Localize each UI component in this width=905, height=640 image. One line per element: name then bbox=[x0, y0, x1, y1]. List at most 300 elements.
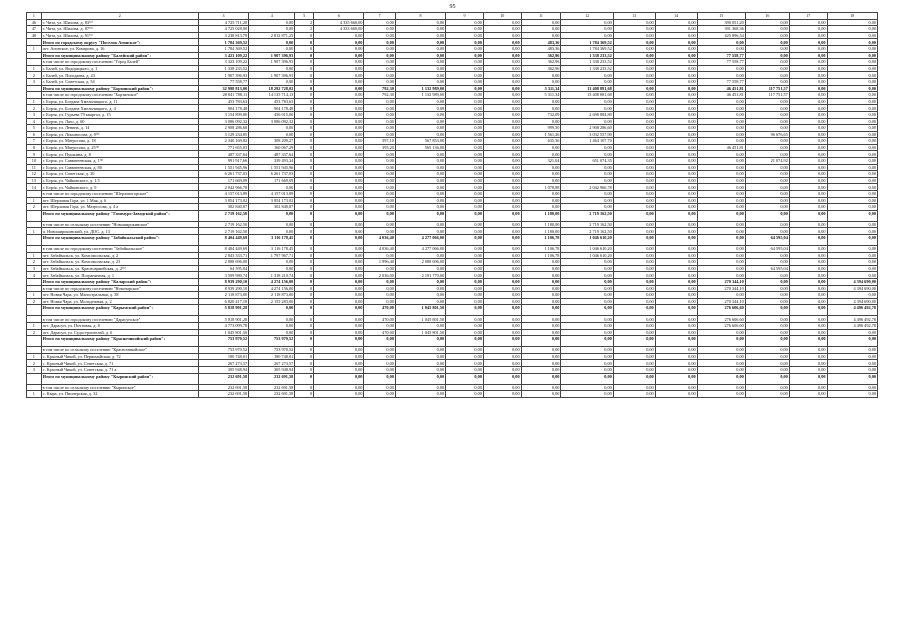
value-cell: 3 423 109,22 bbox=[198, 52, 248, 59]
value-cell: 0,00 bbox=[613, 347, 655, 354]
address-cell: в том числе по городскому поселению "Новочарское" bbox=[41, 285, 198, 292]
value-cell: 0,00 bbox=[364, 384, 395, 391]
value-cell: 0,00 bbox=[521, 373, 561, 384]
value-cell: 2 088 696,00 bbox=[395, 259, 445, 266]
value-cell: 0,00 bbox=[745, 316, 789, 323]
value-cell: 0,00 bbox=[483, 246, 521, 253]
value-cell: 0,00 bbox=[613, 65, 655, 72]
value-cell: 0 bbox=[295, 191, 314, 198]
value-cell: 0,00 bbox=[314, 292, 364, 299]
value-cell: 0 bbox=[295, 78, 314, 85]
value-cell: 0,00 bbox=[483, 125, 521, 132]
value-cell: 1 996,40 bbox=[364, 259, 395, 266]
value-cell: 0,00 bbox=[745, 32, 789, 39]
row-number-cell: 1 bbox=[27, 65, 42, 72]
value-cell: 0,00 bbox=[789, 259, 827, 266]
address-cell: Итого по муниципальному району "Забайкальский район": bbox=[41, 235, 198, 246]
value-cell: 0,00 bbox=[745, 191, 789, 198]
value-cell: 1 338 233,52 bbox=[198, 65, 248, 72]
value-cell: 0,00 bbox=[314, 39, 364, 46]
value-cell: 0,00 bbox=[827, 105, 877, 112]
value-cell: 0,00 bbox=[745, 197, 789, 204]
address-cell: г. Балей, ул. Советская, д. 54 bbox=[41, 78, 198, 85]
value-cell: 0,00 bbox=[483, 151, 521, 158]
value-cell: 305 948,94 bbox=[198, 366, 248, 373]
row-number-cell bbox=[27, 59, 42, 66]
value-cell: 0,00 bbox=[697, 384, 745, 391]
value-cell: 0,00 bbox=[314, 336, 364, 347]
value-cell: 0,00 bbox=[697, 65, 745, 72]
value-cell: 0,00 bbox=[655, 184, 697, 191]
value-cell: 0,00 bbox=[745, 204, 789, 211]
value-cell: 2 719 162,50 bbox=[198, 228, 248, 235]
value-cell: 0,00 bbox=[446, 210, 484, 221]
value-cell: 0,00 bbox=[789, 98, 827, 105]
column-number-cell: 2 bbox=[41, 13, 198, 20]
value-cell: 0,00 bbox=[364, 19, 395, 26]
table-row bbox=[27, 322, 878, 329]
value-cell: 0,00 bbox=[789, 32, 827, 39]
value-cell: 0,00 bbox=[521, 164, 561, 171]
value-cell: 0,00 bbox=[697, 191, 745, 198]
value-cell: 0,00 bbox=[655, 278, 697, 285]
value-cell: 0,00 bbox=[561, 171, 613, 178]
value-cell: 2 bbox=[295, 26, 314, 33]
value-cell: 0,00 bbox=[483, 353, 521, 360]
address-cell: г. Борзя, ул. Ленина, д. 14 bbox=[41, 125, 198, 132]
page-number: 95 bbox=[449, 4, 456, 10]
value-cell: 46 451,81 bbox=[697, 92, 745, 99]
value-cell: 0 bbox=[295, 164, 314, 171]
value-cell: 0,00 bbox=[446, 177, 484, 184]
value-cell: 0,00 bbox=[561, 360, 613, 367]
value-cell: 0,00 bbox=[314, 360, 364, 367]
value-cell: 0,00 bbox=[613, 353, 655, 360]
value-cell: 0,00 bbox=[364, 184, 395, 191]
value-cell: 0,00 bbox=[249, 329, 295, 336]
value-cell: 0,00 bbox=[655, 360, 697, 367]
value-cell: 0,00 bbox=[395, 111, 445, 118]
address-cell: г. Чита, ул. Шилова, д. 91⁽⁹⁾ bbox=[41, 32, 198, 39]
value-cell: 1 046 610,20 bbox=[561, 252, 613, 259]
row-number-cell: 1 bbox=[27, 292, 42, 299]
row-number-cell: 2 bbox=[27, 259, 42, 266]
table-row bbox=[27, 228, 878, 235]
value-cell: 0,00 bbox=[249, 184, 295, 191]
value-cell: 1 045 801,50 bbox=[395, 305, 445, 316]
value-cell: 0,00 bbox=[561, 316, 613, 323]
value-cell: 13 408 881,68 bbox=[561, 92, 613, 99]
address-cell: Итого по муниципальному району "Газимуро-Заводский район": bbox=[41, 210, 198, 221]
value-cell: 0,00 bbox=[446, 72, 484, 79]
value-cell: 0,00 bbox=[483, 164, 521, 171]
value-cell: 0,00 bbox=[483, 118, 521, 125]
value-cell: 1 106,78 bbox=[521, 252, 561, 259]
value-cell: 0,00 bbox=[789, 85, 827, 92]
value-cell: 0,00 bbox=[827, 98, 877, 105]
value-cell: 0,00 bbox=[483, 158, 521, 165]
value-cell: 0,00 bbox=[446, 322, 484, 329]
row-number-cell bbox=[27, 285, 42, 292]
value-cell: 0,00 bbox=[521, 366, 561, 373]
value-cell: 0,00 bbox=[364, 32, 395, 39]
value-cell: 0,00 bbox=[249, 322, 295, 329]
value-cell: 0 bbox=[295, 105, 314, 112]
value-cell: 0,00 bbox=[446, 59, 484, 66]
value-cell: 2 719 162,50 bbox=[561, 210, 613, 221]
value-cell: 0,00 bbox=[697, 164, 745, 171]
value-cell: 0,00 bbox=[655, 59, 697, 66]
column-number-cell: 7 bbox=[364, 13, 395, 20]
address-cell: г. Борзя, ул. Лазо, д. 60 bbox=[41, 118, 198, 125]
value-cell: 0,00 bbox=[655, 98, 697, 105]
value-cell: 0,00 bbox=[314, 32, 364, 39]
value-cell: 0,00 bbox=[613, 138, 655, 145]
value-cell: 0,00 bbox=[446, 259, 484, 266]
value-cell: 0,00 bbox=[483, 85, 521, 92]
column-number-cell: 9 bbox=[446, 13, 484, 20]
value-cell: 0 bbox=[295, 228, 314, 235]
value-cell: 0,00 bbox=[827, 373, 877, 384]
value-cell: 0,00 bbox=[314, 322, 364, 329]
value-cell: 0,00 bbox=[697, 45, 745, 52]
value-cell: 4 157 013,89 bbox=[249, 191, 295, 198]
value-cell: 0,00 bbox=[446, 360, 484, 367]
column-number-row bbox=[27, 13, 878, 20]
value-cell: 0,00 bbox=[314, 158, 364, 165]
value-cell: 1 180,00 bbox=[521, 210, 561, 221]
value-cell: 4 274 156,00 bbox=[249, 285, 295, 292]
value-cell: 0,00 bbox=[613, 235, 655, 246]
value-cell: 753 970,52 bbox=[249, 347, 295, 354]
value-cell: 0,00 bbox=[697, 138, 745, 145]
value-cell: 0,00 bbox=[395, 292, 445, 299]
value-cell: 180 748,01 bbox=[198, 353, 248, 360]
value-cell: 0,00 bbox=[827, 391, 877, 398]
value-cell: 232 691,58 bbox=[198, 373, 248, 384]
value-cell: 0,00 bbox=[561, 384, 613, 391]
table-row bbox=[27, 98, 878, 105]
value-cell: 0,00 bbox=[314, 329, 364, 336]
value-cell: 470,00 bbox=[364, 316, 395, 323]
row-number-cell: 3 bbox=[27, 265, 42, 272]
value-cell: 0,00 bbox=[827, 52, 877, 59]
value-cell: 0,00 bbox=[561, 26, 613, 33]
value-cell: 0 bbox=[295, 45, 314, 52]
value-cell: 0,00 bbox=[697, 197, 745, 204]
address-cell: пгт. Забайкальск, ул. Комсомольская, д. 2 bbox=[41, 252, 198, 259]
value-cell: 0,00 bbox=[446, 292, 484, 299]
value-cell: 0,00 bbox=[789, 391, 827, 398]
value-cell: 0,00 bbox=[613, 111, 655, 118]
value-cell: 0,00 bbox=[655, 85, 697, 92]
value-cell: 0,00 bbox=[314, 164, 364, 171]
value-cell: 0,00 bbox=[789, 131, 827, 138]
row-number-cell: 2 bbox=[27, 329, 42, 336]
value-cell: 0 bbox=[295, 221, 314, 228]
value-cell: 0,00 bbox=[655, 32, 697, 39]
value-cell: 0,00 bbox=[613, 59, 655, 66]
value-cell: 0,00 bbox=[613, 32, 655, 39]
value-cell: 0,00 bbox=[827, 252, 877, 259]
value-cell: 2 812 871,25 bbox=[249, 32, 295, 39]
address-cell: г. Борзя, ул. Ломоносова, д. 9⁽⁹⁾ bbox=[41, 131, 198, 138]
value-cell: 0,00 bbox=[613, 204, 655, 211]
value-cell: 0,00 bbox=[446, 278, 484, 285]
address-cell: с. Кыра, ул. Пионерская, д. 32 bbox=[41, 391, 198, 398]
value-cell: 0,00 bbox=[314, 235, 364, 246]
value-cell: 0,00 bbox=[364, 191, 395, 198]
value-cell: 0,00 bbox=[745, 322, 789, 329]
value-cell: 117 751,57 bbox=[745, 92, 789, 99]
value-cell: 0,00 bbox=[655, 391, 697, 398]
value-cell: 0,00 bbox=[561, 72, 613, 79]
value-cell: 453 783,63 bbox=[198, 98, 248, 105]
row-number-cell bbox=[27, 191, 42, 198]
value-cell: 0,00 bbox=[745, 305, 789, 316]
value-cell: 0,00 bbox=[745, 329, 789, 336]
value-cell: 0,00 bbox=[561, 197, 613, 204]
value-cell: 0,00 bbox=[446, 197, 484, 204]
table-row bbox=[27, 92, 878, 99]
value-cell: 0,00 bbox=[446, 272, 484, 279]
column-number-cell: 1 bbox=[27, 13, 42, 20]
column-number-cell: 5 bbox=[295, 13, 314, 20]
column-number-cell: 3 bbox=[198, 13, 248, 20]
value-cell: 3 854 173,02 bbox=[198, 197, 248, 204]
table-row bbox=[27, 360, 878, 367]
value-cell: 0,00 bbox=[483, 105, 521, 112]
value-cell: 0,00 bbox=[613, 184, 655, 191]
register-table bbox=[26, 12, 878, 398]
value-cell: 21 074,92 bbox=[745, 158, 789, 165]
value-cell: 32 998 813,00 bbox=[198, 85, 248, 92]
value-cell: 0,00 bbox=[446, 347, 484, 354]
value-cell: 0,00 bbox=[697, 246, 745, 253]
value-cell: 0,00 bbox=[446, 105, 484, 112]
value-cell: 0,00 bbox=[446, 373, 484, 384]
value-cell: 0,00 bbox=[483, 144, 521, 151]
value-cell: 0,00 bbox=[789, 366, 827, 373]
value-cell: 0,00 bbox=[655, 322, 697, 329]
value-cell: 651 074,35 bbox=[561, 158, 613, 165]
value-cell: 0,00 bbox=[697, 353, 745, 360]
subtotal-row bbox=[27, 85, 878, 92]
value-cell: 0,00 bbox=[789, 125, 827, 132]
table-row bbox=[27, 285, 878, 292]
row-number-cell: 3 bbox=[27, 78, 42, 85]
value-cell: 2 118 873,00 bbox=[198, 292, 248, 299]
value-cell: 487 337,64 bbox=[249, 151, 295, 158]
value-cell: 0 bbox=[295, 246, 314, 253]
value-cell: 0,00 bbox=[521, 316, 561, 323]
value-cell: 0 bbox=[295, 210, 314, 221]
value-cell: 0 bbox=[295, 204, 314, 211]
value-cell: 0,00 bbox=[789, 336, 827, 347]
value-cell: 0,00 bbox=[697, 373, 745, 384]
value-cell: 1 132 989,00 bbox=[395, 85, 445, 92]
value-cell: 0,00 bbox=[395, 360, 445, 367]
value-cell: 0,00 bbox=[613, 221, 655, 228]
value-cell: 0,00 bbox=[446, 171, 484, 178]
row-number-cell: 1 bbox=[27, 322, 42, 329]
row-number-cell: 1 bbox=[27, 353, 42, 360]
value-cell: 0,00 bbox=[789, 78, 827, 85]
value-cell: 0,00 bbox=[789, 316, 827, 323]
value-cell: 0,00 bbox=[827, 59, 877, 66]
value-cell: 0,00 bbox=[446, 111, 484, 118]
value-cell: 46 451,81 bbox=[697, 85, 745, 92]
value-cell: 395,20 bbox=[364, 144, 395, 151]
value-cell: 0,00 bbox=[745, 151, 789, 158]
value-cell: 0,00 bbox=[613, 144, 655, 151]
value-cell: 0,00 bbox=[561, 285, 613, 292]
value-cell: 0,00 bbox=[655, 105, 697, 112]
value-cell: 1 551 945,96 bbox=[249, 164, 295, 171]
value-cell: 0 bbox=[295, 59, 314, 66]
address-cell: с. Красный Чикой, ул. Советская, д. 71 bbox=[41, 360, 198, 367]
value-cell: 1 338 233,52 bbox=[561, 65, 613, 72]
table-row bbox=[27, 246, 878, 253]
value-cell: 0,00 bbox=[483, 26, 521, 33]
value-cell: 0,00 bbox=[789, 272, 827, 279]
address-cell: г. Балей, ул. Водорацкого, д. 1 bbox=[41, 65, 198, 72]
value-cell: 397,10 bbox=[364, 138, 395, 145]
value-cell: 4 496 492,78 bbox=[827, 316, 877, 323]
value-cell: 0,00 bbox=[697, 158, 745, 165]
value-cell: 0,00 bbox=[521, 259, 561, 266]
row-number-cell: 11 bbox=[27, 164, 42, 171]
value-cell: 0,00 bbox=[314, 118, 364, 125]
value-cell: 13 408 881,68 bbox=[561, 85, 613, 92]
value-cell: 0,00 bbox=[446, 191, 484, 198]
table-row bbox=[27, 272, 878, 279]
value-cell: 391 368,36 bbox=[697, 26, 745, 33]
value-cell: 0,00 bbox=[697, 131, 745, 138]
subtotal-row bbox=[27, 52, 878, 59]
table-row bbox=[27, 221, 878, 228]
table-row bbox=[27, 158, 878, 165]
value-cell: 0,00 bbox=[446, 221, 484, 228]
value-cell: 0,00 bbox=[655, 305, 697, 316]
value-cell: 0,00 bbox=[483, 78, 521, 85]
value-cell: 0,00 bbox=[446, 85, 484, 92]
value-cell: 64 595,04 bbox=[745, 265, 789, 272]
value-cell: 0,00 bbox=[827, 272, 877, 279]
value-cell: 0,00 bbox=[314, 151, 364, 158]
value-cell: 0,00 bbox=[561, 298, 613, 305]
value-cell: 1 907 396,93 bbox=[249, 59, 295, 66]
value-cell: 0,00 bbox=[789, 191, 827, 198]
value-cell: 0,00 bbox=[395, 52, 445, 59]
value-cell: 0 bbox=[295, 197, 314, 204]
value-cell: 0,00 bbox=[827, 259, 877, 266]
value-cell: 0,00 bbox=[827, 360, 877, 367]
value-cell: 0,00 bbox=[395, 210, 445, 221]
value-cell: 180 748,01 bbox=[249, 353, 295, 360]
table-row bbox=[27, 45, 878, 52]
value-cell: 0,00 bbox=[745, 353, 789, 360]
value-cell: 0,00 bbox=[364, 59, 395, 66]
value-cell: 0,00 bbox=[395, 98, 445, 105]
value-cell: 0,00 bbox=[745, 78, 789, 85]
value-cell: 0,00 bbox=[395, 184, 445, 191]
value-cell: 0,00 bbox=[789, 292, 827, 299]
value-cell: 0,00 bbox=[789, 329, 827, 336]
value-cell: 5 818 901,28 bbox=[198, 316, 248, 323]
value-cell: 0,00 bbox=[745, 177, 789, 184]
value-cell: 567 853,00 bbox=[395, 138, 445, 145]
value-cell: 0,00 bbox=[314, 353, 364, 360]
value-cell: 0,00 bbox=[314, 72, 364, 79]
value-cell: 0,00 bbox=[561, 204, 613, 211]
address-cell: Итого по городскому округу "Поселок Агинское": bbox=[41, 39, 198, 46]
value-cell: 0,00 bbox=[697, 235, 745, 246]
value-cell: 1 106,78 bbox=[521, 235, 561, 246]
value-cell: 0,00 bbox=[395, 322, 445, 329]
row-number-cell: 9 bbox=[27, 151, 42, 158]
value-cell: 0,00 bbox=[364, 78, 395, 85]
value-cell: 0,00 bbox=[314, 221, 364, 228]
value-cell: 0,00 bbox=[314, 252, 364, 259]
value-cell: 2 042 966,78 bbox=[198, 184, 248, 191]
value-cell: 0,00 bbox=[521, 177, 561, 184]
address-cell: пгт. Забайкальск, ул. Красноармейская, д. 2⁽⁹⁾ bbox=[41, 265, 198, 272]
value-cell: 1 045 801,50 bbox=[395, 316, 445, 323]
value-cell: 0,00 bbox=[827, 384, 877, 391]
value-cell: 2 036,00 bbox=[364, 272, 395, 279]
value-cell: 0,00 bbox=[314, 272, 364, 279]
value-cell: 0,00 bbox=[789, 158, 827, 165]
value-cell: 0,00 bbox=[745, 292, 789, 299]
value-cell: 0,00 bbox=[613, 98, 655, 105]
value-cell: 0,00 bbox=[521, 336, 561, 347]
value-cell: 0,00 bbox=[655, 252, 697, 259]
value-cell: 0,00 bbox=[697, 221, 745, 228]
value-cell: 0,00 bbox=[655, 131, 697, 138]
value-cell: 0,00 bbox=[483, 19, 521, 26]
value-cell: 4 157 013,89 bbox=[198, 191, 248, 198]
value-cell: 0,00 bbox=[364, 298, 395, 305]
value-cell: 3 238 813,79 bbox=[198, 32, 248, 39]
value-cell: 0,00 bbox=[364, 131, 395, 138]
value-cell: 0,00 bbox=[561, 292, 613, 299]
value-cell: 3 854 173,02 bbox=[249, 197, 295, 204]
value-cell: 0,00 bbox=[314, 59, 364, 66]
value-cell: 0 bbox=[295, 373, 314, 384]
value-cell: 0,00 bbox=[655, 65, 697, 72]
value-cell: 0,00 bbox=[395, 45, 445, 52]
value-cell: 0,00 bbox=[655, 72, 697, 79]
value-cell: 0,00 bbox=[789, 151, 827, 158]
value-cell: 0,00 bbox=[789, 72, 827, 79]
subtotal-row bbox=[27, 39, 878, 46]
address-cell: пгт. Новая Чара, ул. Молодежная, д. 2 bbox=[41, 298, 198, 305]
value-cell: 2 719 162,50 bbox=[561, 221, 613, 228]
value-cell: 0,00 bbox=[827, 197, 877, 204]
value-cell: 0,00 bbox=[827, 246, 877, 253]
table-row bbox=[27, 118, 878, 125]
value-cell: 0,00 bbox=[395, 78, 445, 85]
value-cell: 0,00 bbox=[613, 285, 655, 292]
column-number-cell: 11 bbox=[521, 13, 561, 20]
value-cell: 0,00 bbox=[613, 246, 655, 253]
value-cell: 0 bbox=[295, 118, 314, 125]
value-cell: 0,00 bbox=[745, 384, 789, 391]
value-cell: 0,00 bbox=[483, 52, 521, 59]
value-cell: 0,00 bbox=[745, 184, 789, 191]
row-number-cell: 3 bbox=[27, 366, 42, 373]
